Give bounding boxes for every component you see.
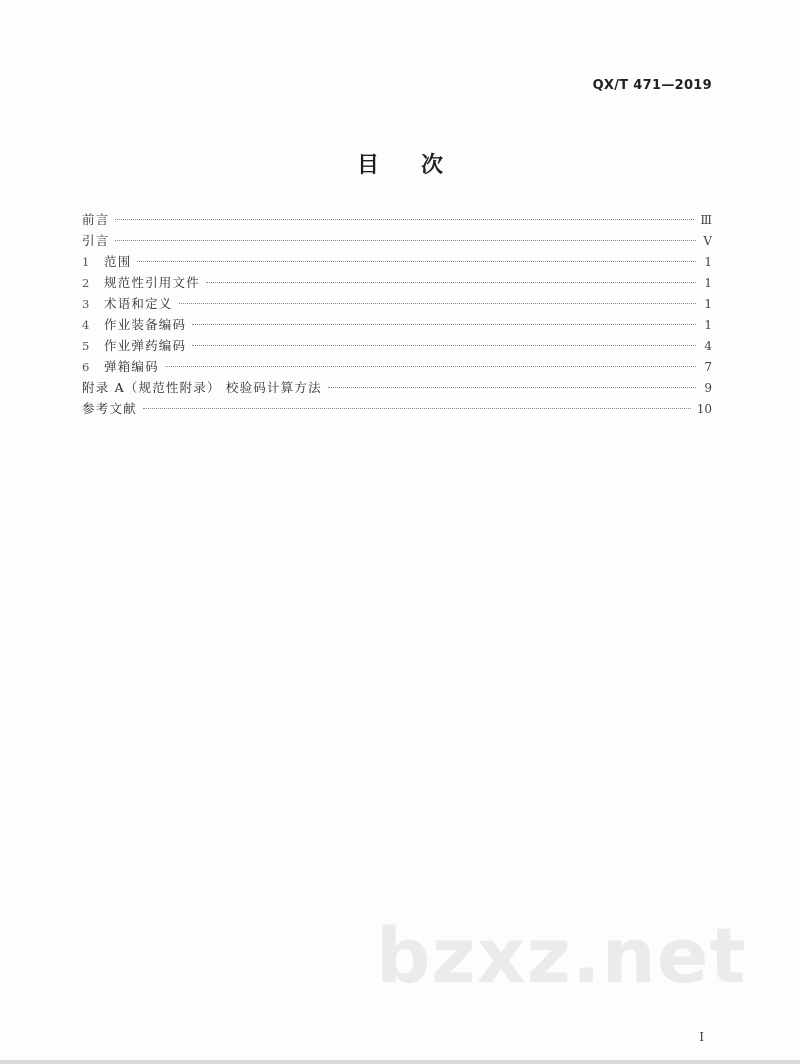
toc-entry-label: 作业装备编码 [104,317,187,332]
dot-leader [115,240,696,241]
toc-entry-page: 1 [704,318,712,332]
dot-leader [192,345,696,346]
toc-entry-number: 4 [82,318,90,332]
toc-entry-label: 前言 [82,212,110,227]
dot-leader [165,366,696,367]
toc-entry-label: 附录 A（规范性附录） 校验码计算方法 [82,380,322,395]
toc-entry-page: 1 [704,276,712,290]
toc-entry-page: 1 [704,255,712,269]
toc-entry-page: 4 [704,339,712,353]
toc-entry-label: 参考文献 [82,401,137,416]
toc-entry-label: 范围 [104,254,132,269]
toc-entry-appendix-a[interactable] [82,377,712,398]
table-of-contents [82,209,712,419]
toc-entry-label: 引言 [82,233,110,248]
toc-entry-label: 术语和定义 [104,296,173,311]
toc-entry-page: 10 [696,402,712,416]
toc-entry-page: 1 [704,297,712,311]
dot-leader [179,303,696,304]
toc-entry-number: 1 [82,255,90,269]
toc-entry-page: Ⅴ [703,234,712,248]
toc-entry-terms-definitions[interactable] [82,293,712,314]
standard-code: QX/T 471—2019 [592,78,712,93]
dot-leader [206,282,696,283]
toc-entry-label: 作业弹药编码 [104,338,187,353]
page-number: I [699,1030,704,1044]
dot-leader [115,219,694,220]
toc-entry-normative-references[interactable] [82,272,712,293]
toc-entry-label: 弹箱编码 [104,359,159,374]
toc-entry-number: 5 [82,339,90,353]
dot-leader [143,408,691,409]
page-title: 目次 [356,153,485,178]
dot-leader [137,261,696,262]
toc-entry-foreword[interactable] [82,209,712,230]
page-bottom-edge [0,1060,800,1064]
toc-entry-equipment-coding[interactable] [82,314,712,335]
toc-entry-page: 9 [704,381,712,395]
toc-entry-ammunition-coding[interactable] [82,335,712,356]
toc-entry-bibliography[interactable] [82,398,712,419]
toc-entry-page: 7 [704,360,712,374]
toc-entry-number: 3 [82,297,90,311]
dot-leader [328,387,696,388]
watermark: bzxz.net [376,911,747,1000]
toc-entry-introduction[interactable] [82,230,712,251]
dot-leader [192,324,696,325]
toc-entry-number: 2 [82,276,90,290]
toc-entry-label: 规范性引用文件 [104,275,200,290]
toc-entry-box-coding[interactable] [82,356,712,377]
toc-entry-scope[interactable] [82,251,712,272]
toc-entry-number: 6 [82,360,90,374]
toc-entry-page: Ⅲ [700,213,712,227]
